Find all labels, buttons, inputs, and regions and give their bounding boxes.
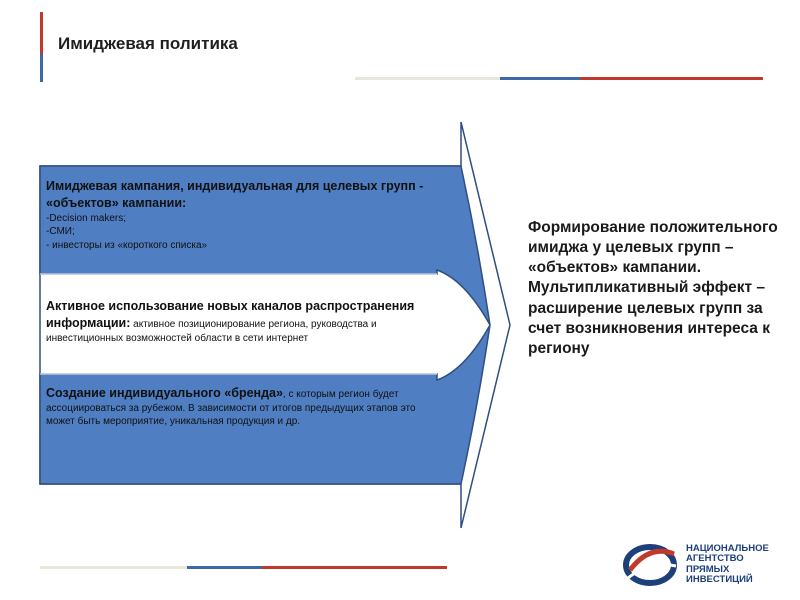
box-campaign-item: - инвесторы из «короткого списка»	[46, 239, 208, 251]
box-campaign-item: -Decision makers;	[46, 212, 127, 224]
box-channels-body: активное позиционирование региона, руководства и инвестиционных возможностей области в сети интернет	[46, 318, 377, 344]
logo-line: НАЦИОНАЛЬНОЕ	[686, 543, 769, 554]
box-channels-heading: Активное использование новых каналов распространения информации:	[46, 299, 415, 330]
result-text: Формирование положительного имиджа у целевых групп – «объектов» кампании. Мультипликативный эффект – расширение целевых групп за счет возникновения интереса к региону	[528, 219, 778, 357]
logo-line: ИНВЕСТИЦИЙ	[686, 574, 753, 586]
page-title: Имиджевая политика	[58, 34, 238, 53]
box-brand	[46, 385, 438, 429]
logo-line: АГЕНТСТВО	[686, 553, 744, 565]
logo-text	[686, 544, 769, 586]
box-brand-body: , с которым регион будет ассоциироваться за рубежом. В зависимости от итогов предыдущих этапов это может быть мероприятие, уникальная продукция и др.	[46, 389, 416, 428]
box-campaign-item: -СМИ;	[46, 226, 75, 238]
logo-line: ПРЯМЫХ	[686, 563, 730, 575]
box-channels	[46, 298, 438, 345]
box-brand-heading: Создание индивидуального «бренда»	[46, 386, 283, 400]
box-campaign	[46, 178, 438, 252]
box-campaign-heading: Имиджевая кампания, индивидуальная для целевых групп - «объектов» кампании:	[46, 179, 424, 210]
